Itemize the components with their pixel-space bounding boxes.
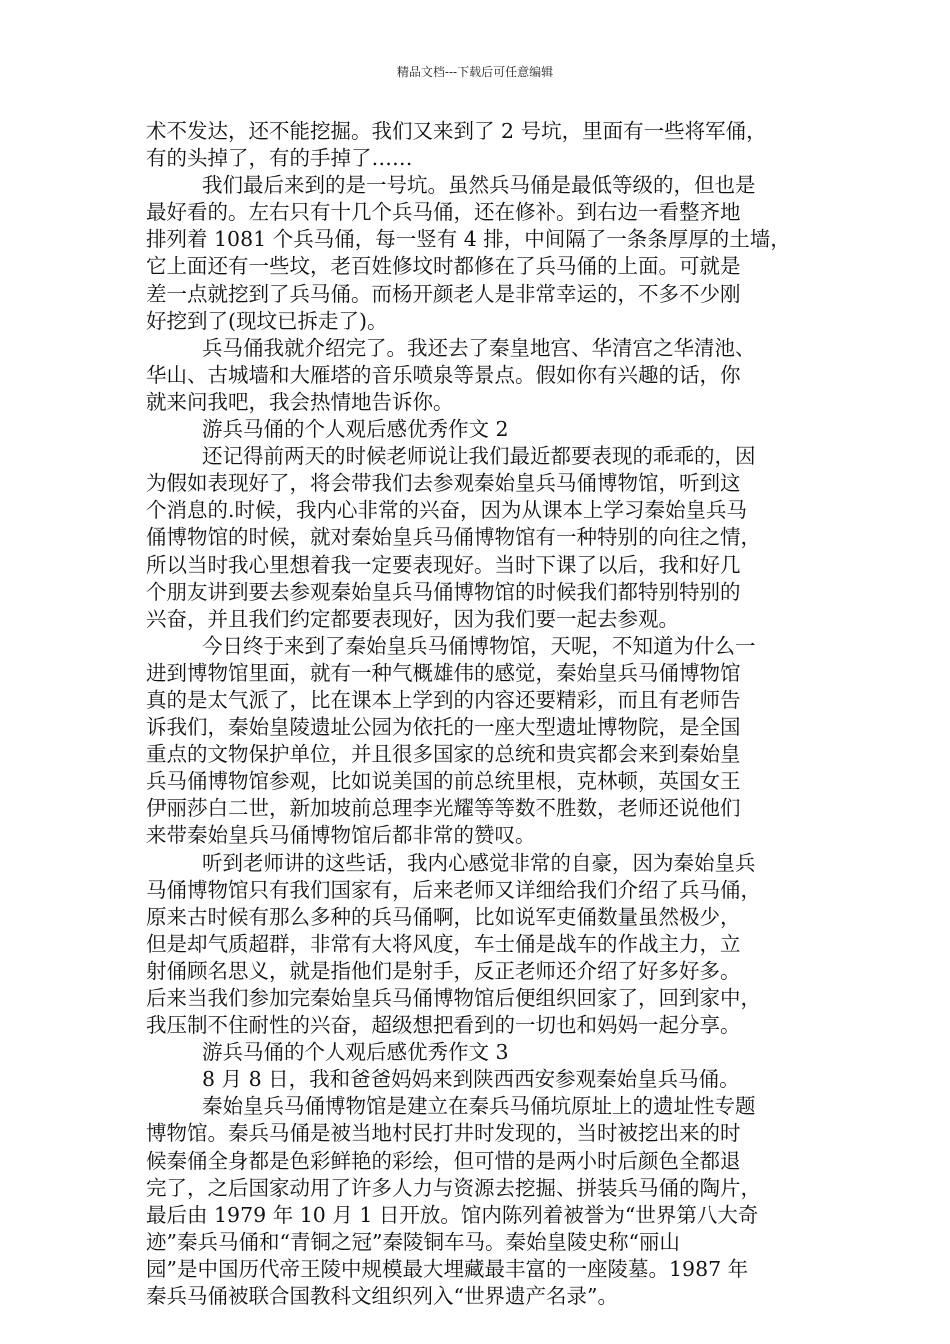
text-line: 好挖到了(现坟已拆走了)。 <box>146 308 388 333</box>
text-line: 马俑博物馆只有我们国家有，后来老师又详细给我们介绍了兵马俑， <box>146 877 761 902</box>
text-line: 就来问我吧，我会热情地告诉你。 <box>146 389 454 414</box>
text-line: 真的是太气派了，比在课本上学到的内容还要精彩，而且有老师告 <box>146 687 741 712</box>
text-line: 我压制不住耐性的兴奋，超级想把看到的一切也和妈妈一起分享。 <box>146 1013 741 1038</box>
page-header: 精品文档---下载后可任意编辑 <box>396 65 554 79</box>
text-line: 秦始皇兵马俑博物馆是建立在秦兵马俑坑原址上的遗址性专题 <box>202 1094 756 1119</box>
text-line: 兵马俑我就介绍完了。我还去了秦皇地宫、华清宫之华清池、 <box>202 335 756 360</box>
text-line: 博物馆。秦兵马俑是被当地村民打井时发现的，当时被挖出来的时 <box>146 1121 741 1146</box>
text-line: 完了，之后国家动用了许多人力与资源去挖掘、拼装兵马俑的陶片， <box>146 1175 761 1200</box>
text-line: 后来当我们参加完秦始皇兵马俑博物馆后便组织回家了，回到家中， <box>146 986 761 1010</box>
text-line: 射俑顾名思义，就是指他们是射手，反正老师还介绍了好多好多。 <box>146 958 741 983</box>
text-line: 最好看的。左右只有十几个兵马俑，还在修补。到右边一看整齐地 <box>146 200 741 225</box>
text-line: 听到老师讲的这些话，我内心感觉非常的自豪，因为秦始皇兵 <box>202 850 756 875</box>
text-line: 迹”秦兵马俑和“青铜之冠”秦陵铜车马。秦始皇陵史称“丽山 <box>146 1229 680 1254</box>
text-line: 游兵马俑的个人观后感优秀作文 2 <box>202 417 509 442</box>
text-line: 诉我们，秦始皇陵遗址公园为依托的一座大型遗址博物院，是全国 <box>146 715 741 740</box>
text-line: 我们最后来到的是一号坑。虽然兵马俑是最低等级的，但也是 <box>202 173 756 198</box>
text-line: 但是却气质超群，非常有大将风度，车士俑是战车的作战主力，立 <box>146 931 741 956</box>
text-line: 重点的文物保护单位，并且很多国家的总统和贵宾都会来到秦始皇 <box>146 742 741 767</box>
text-line: 华山、古城墙和大雁塔的音乐喷泉等景点。假如你有兴趣的话，你 <box>146 362 741 387</box>
text-line: 原来古时候有那么多种的兵马俑啊，比如说军吏俑数量虽然极少， <box>146 904 741 929</box>
text-line: 兴奋，并且我们约定都要表现好，因为我们要一起去参观。 <box>146 606 679 631</box>
text-line: 个朋友讲到要去参观秦始皇兵马俑博物馆的时候我们都特别特别的 <box>146 579 741 604</box>
text-line: 所以当时我心里想着我一定要表现好。当时下课了以后，我和好几 <box>146 552 741 577</box>
text-line: 园”是中国历代帝王陵中规模最大埋藏最丰富的一座陵墓。1987 年 <box>146 1256 749 1281</box>
text-line: 术不发达，还不能挖掘。我们又来到了 2 号坑，里面有一些将军俑， <box>146 119 767 143</box>
text-line: 来带秦始皇兵马俑博物馆后都非常的赞叹。 <box>146 823 536 848</box>
text-line: 候秦俑全身都是色彩鲜艳的彩绘，但可惜的是两小时后颜色全都退 <box>146 1148 741 1173</box>
text-line: 最后由 1979 年 10 月 1 日开放。馆内陈列着被誉为“世界第八大奇 <box>146 1202 759 1227</box>
text-line: 今日终于来到了秦始皇兵马俑博物馆，天呢，不知道为什么一 <box>202 633 756 658</box>
document-body <box>146 118 816 1310</box>
text-line: 个消息的.时候，我内心非常的兴奋，因为从课本上学习秦始皇兵马 <box>146 498 748 523</box>
text-line: 排列着 1081 个兵马俑，每一竖有 4 排，中间隔了一条条厚厚的土墙， <box>146 227 791 252</box>
text-line: 秦兵马俑被联合国教科文组织列入“世界遗产名录”。 <box>146 1284 618 1309</box>
text-line: 游兵马俑的个人观后感优秀作文 3 <box>202 1040 509 1065</box>
text-line: 进到博物馆里面，就有一种气概雄伟的感觉，秦始皇兵马俑博物馆 <box>146 660 741 685</box>
text-line: 差一点就挖到了兵马俑。而杨开颜老人是非常幸运的，不多不少刚 <box>146 281 741 306</box>
text-line: 伊丽莎白二世，新加坡前总理李光耀等等数不胜数，老师还说他们 <box>146 796 741 821</box>
text-line: 还记得前两天的时候老师说让我们最近都要表现的乖乖的，因 <box>202 444 756 469</box>
text-line: 为假如表现好了，将会带我们去参观秦始皇兵马俑博物馆，听到这 <box>146 471 741 496</box>
text-line: 8 月 8 日，我和爸爸妈妈来到陕西西安参观秦始皇兵马俑。 <box>202 1067 740 1092</box>
text-line: 它上面还有一些坟，老百姓修坟时都修在了兵马俑的上面。可就是 <box>146 254 741 279</box>
text-line: 俑博物馆的时候，就对秦始皇兵马俑博物馆有一种特别的向往之情， <box>146 525 761 550</box>
text-line: 兵马俑博物馆参观，比如说美国的前总统里根，克林顿，英国女王 <box>146 769 741 794</box>
text-line: 有的头掉了，有的手掉了…… <box>146 146 413 171</box>
